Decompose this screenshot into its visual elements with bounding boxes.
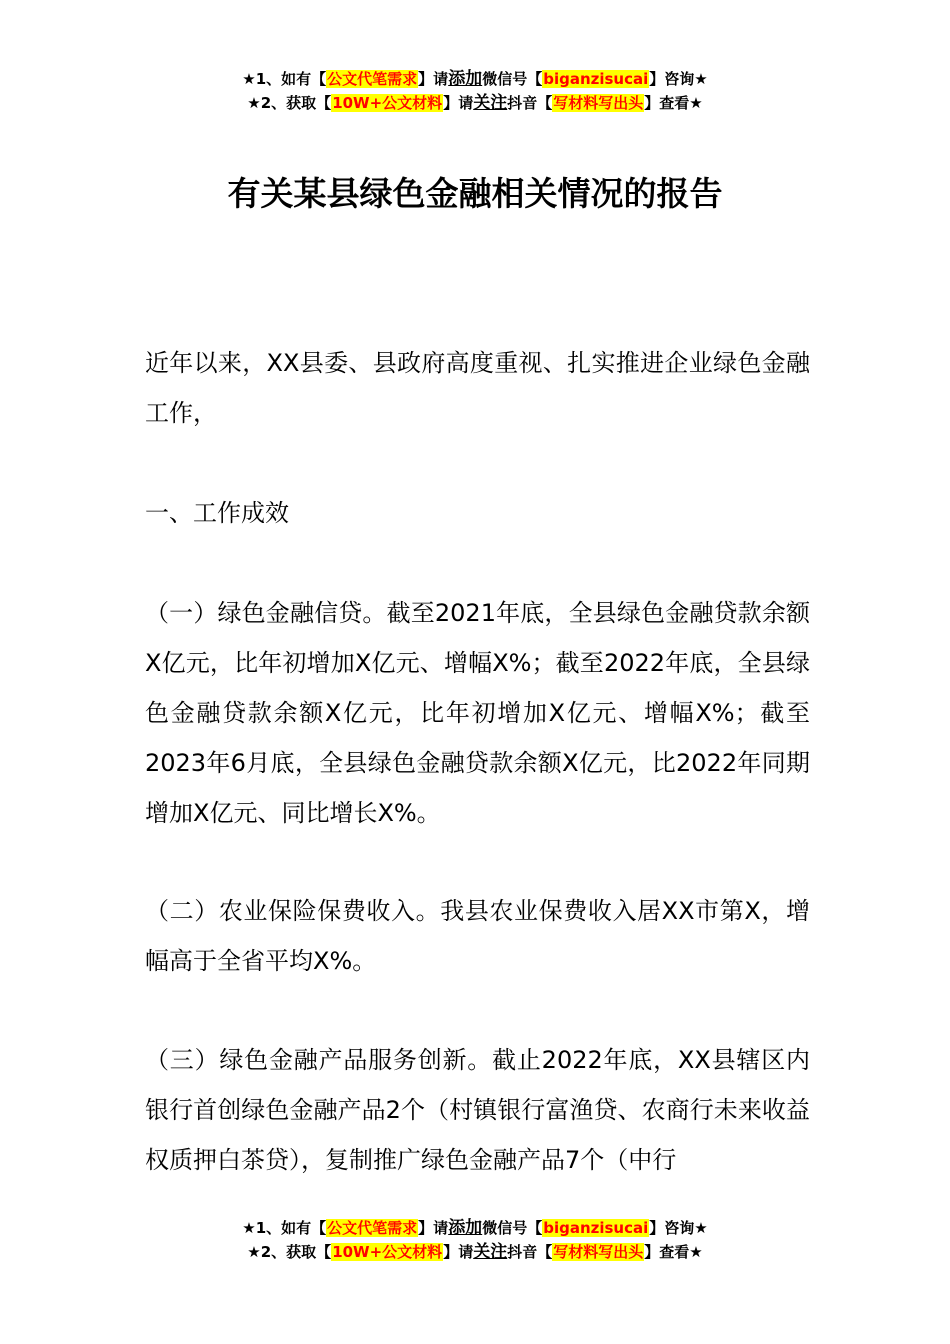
promo-text: ★2、获取【 bbox=[247, 1243, 332, 1261]
promo-line-2 bbox=[0, 1240, 950, 1264]
promo-emphasis: 添加 bbox=[448, 69, 483, 89]
promo-emphasis: 添加 bbox=[448, 1218, 483, 1238]
promo-highlight: 10W+公文材料 bbox=[332, 94, 443, 112]
promo-douyin-id: 写材料写出头 bbox=[553, 94, 644, 112]
promo-text: 】咨询★ bbox=[649, 70, 708, 88]
promo-emphasis: 关注 bbox=[473, 1242, 508, 1262]
promo-text: 抖音【 bbox=[507, 94, 553, 112]
promo-text: 】查看★ bbox=[644, 1243, 703, 1261]
body-paragraph: （二）农业保险保费收入。我县农业保费收入居XX市第X，增幅高于全省平均X%。 bbox=[145, 897, 810, 975]
promo-text: 】咨询★ bbox=[649, 1219, 708, 1237]
top-promo-banner bbox=[0, 67, 950, 115]
promo-douyin-id: 写材料写出头 bbox=[553, 1243, 644, 1261]
body-paragraph: （三）绿色金融产品服务创新。截止2022年底，XX县辖区内银行首创绿色金融产品2个（村镇银行富渔贷、农商行未来收益权质押白茶贷），复制推广绿色金融产品7个（中行 bbox=[145, 1046, 810, 1174]
promo-emphasis: 关注 bbox=[473, 93, 508, 113]
bottom-promo-banner bbox=[0, 1216, 950, 1264]
promo-wechat-id: biganzisucai bbox=[543, 1219, 649, 1237]
promo-text: 】请 bbox=[443, 1243, 474, 1261]
promo-text: ★2、获取【 bbox=[247, 94, 332, 112]
body-paragraph: （一）绿色金融信贷。截至2021年底，全县绿色金融贷款余额X亿元，比年初增加X亿元、增幅X%；截至2022年底，全县绿色金融贷款余额X亿元，比年初增加X亿元、增幅X%；截至2023年6月底，全县绿色金融贷款余额X亿元，比2022年同期增加X亿元、同比增长X%。 bbox=[145, 599, 810, 827]
promo-text: ★1、如有【 bbox=[242, 70, 327, 88]
promo-highlight: 公文代笔需求 bbox=[327, 1219, 418, 1237]
promo-highlight: 10W+公文材料 bbox=[332, 1243, 443, 1261]
promo-text: 】请 bbox=[443, 94, 474, 112]
promo-line-1 bbox=[0, 1216, 950, 1240]
promo-text: 抖音【 bbox=[507, 1243, 553, 1261]
promo-highlight: 公文代笔需求 bbox=[327, 70, 418, 88]
promo-text: 】请 bbox=[418, 70, 449, 88]
intro-paragraph: 近年以来，XX县委、县政府高度重视、扎实推进企业绿色金融工作， bbox=[145, 349, 810, 427]
promo-text: 微信号【 bbox=[482, 70, 543, 88]
promo-text: ★1、如有【 bbox=[242, 1219, 327, 1237]
promo-line-1 bbox=[0, 67, 950, 91]
section-heading: 一、工作成效 bbox=[145, 499, 289, 527]
promo-text: 微信号【 bbox=[482, 1219, 543, 1237]
document-title: 有关某县绿色金融相关情况的报告 bbox=[227, 174, 723, 214]
promo-text: 】请 bbox=[418, 1219, 449, 1237]
promo-line-2 bbox=[0, 91, 950, 115]
promo-text: 】查看★ bbox=[644, 94, 703, 112]
promo-wechat-id: biganzisucai bbox=[543, 70, 649, 88]
